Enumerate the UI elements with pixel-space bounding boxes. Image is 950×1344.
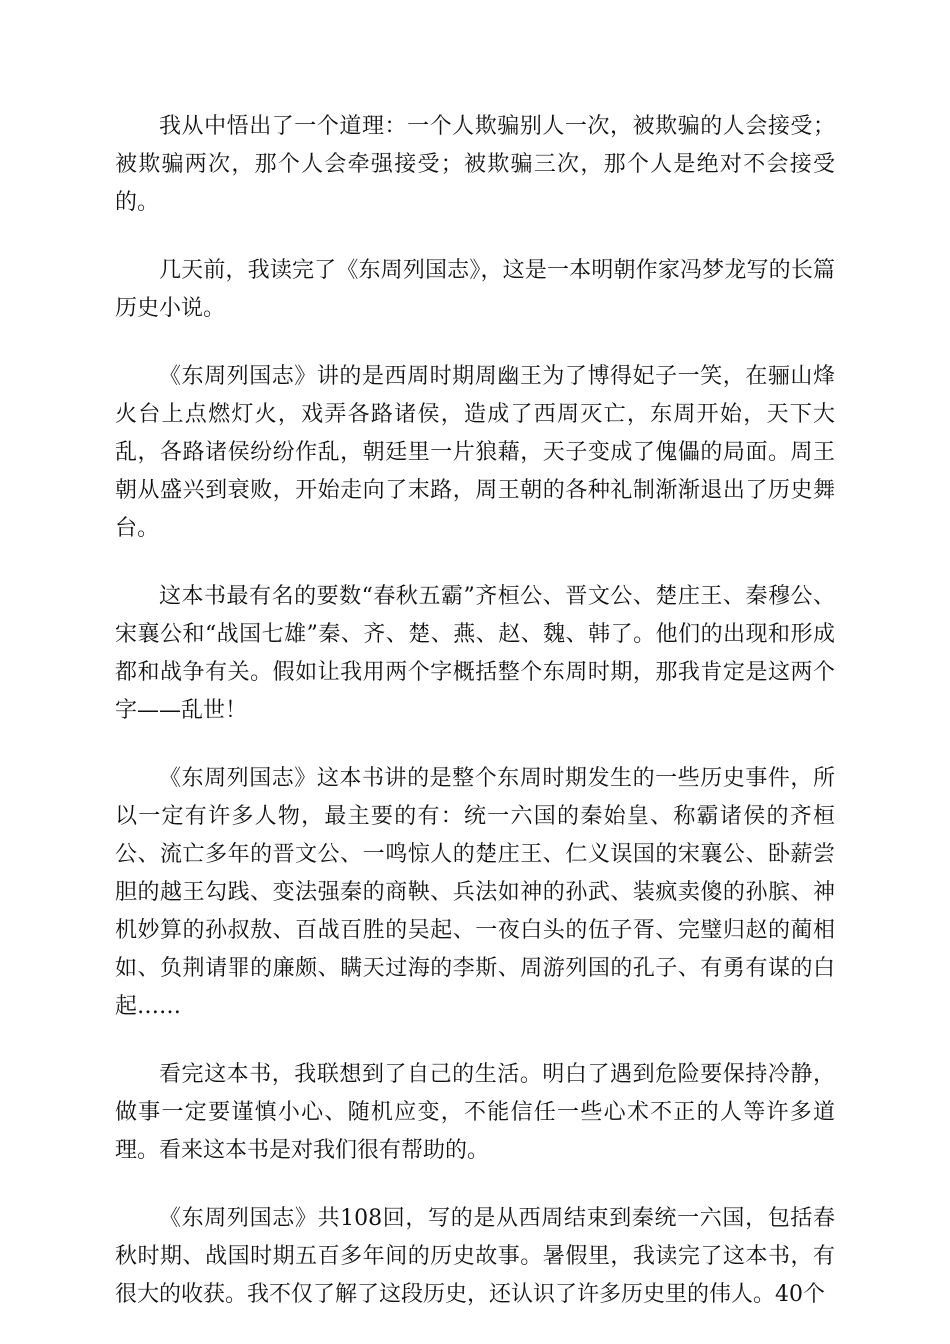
paragraph-3: 《东周列国志》讲的是西周时期周幽王为了博得妃子一笑，在骊山烽火台上点燃灯火，戏弄各路诸侯，造成了西周灭亡，东周开始，天下大乱，各路诸侯纷纷作乱，朝廷里一片狼藉，天子变成了傀儡的局面。周王朝从盛兴到衰败，开始走向了末路，周王朝的各种礼制渐渐退出了历史舞台。 — [115, 364, 835, 541]
paragraph-5: 《东周列国志》这本书讲的是整个东周时期发生的一些历史事件，所以一定有许多人物，最主要的有：统一六国的秦始皇、称霸诸侯的齐桓公、流亡多年的晋文公、一鸣惊人的楚庄王、仁义误国的宋襄公、卧薪尝胆的越王勾践、变法强秦的商鞅、兵法如神的孙武、装疯卖傻的孙膑、神机妙算的孙叔敖、百战百胜的吴起、一夜白头的伍子胥、完璧归赵的蔺相如、负荆请罪的廉颇、瞒天过海的李斯、周游列国的孔子、有勇有谋的白起…… — [115, 766, 835, 1019]
paragraph-4: 这本书最有名的要数“春秋五霸”齐桓公、晋文公、楚庄王、秦穆公、宋襄公和“战国七雄”秦、齐、楚、燕、赵、魏、韩了。他们的出现和形成都和战争有关。假如让我用两个字概括整个东周时期，那我肯定是这两个字——乱世！ — [115, 584, 835, 723]
paragraph-1: 我从中悟出了一个道理：一个人欺骗别人一次，被欺骗的人会接受；被欺骗两次，那个人会牵强接受；被欺骗三次，那个人是绝对不会接受的。 — [115, 114, 835, 215]
document-page — [115, 108, 835, 1344]
paragraph-2: 几天前，我读完了《东周列国志》，这是一本明朝作家冯梦龙写的长篇历史小说。 — [115, 258, 835, 321]
paragraph-7: 《东周列国志》共108回，写的是从西周结束到秦统一六国，包括春秋时期、战国时期五百多年间的历史故事。暑假里，我读完了这本书，有很大的收获。我不仅了解了这段历史，还认识了许多历史里的伟人。40个 — [115, 1206, 835, 1307]
paragraph-6: 看完这本书，我联想到了自己的生活。明白了遇到危险要保持冷静，做事一定要谨慎小心、随机应变，不能信任一些心术不正的人等许多道理。看来这本书是对我们很有帮助的。 — [115, 1062, 835, 1163]
